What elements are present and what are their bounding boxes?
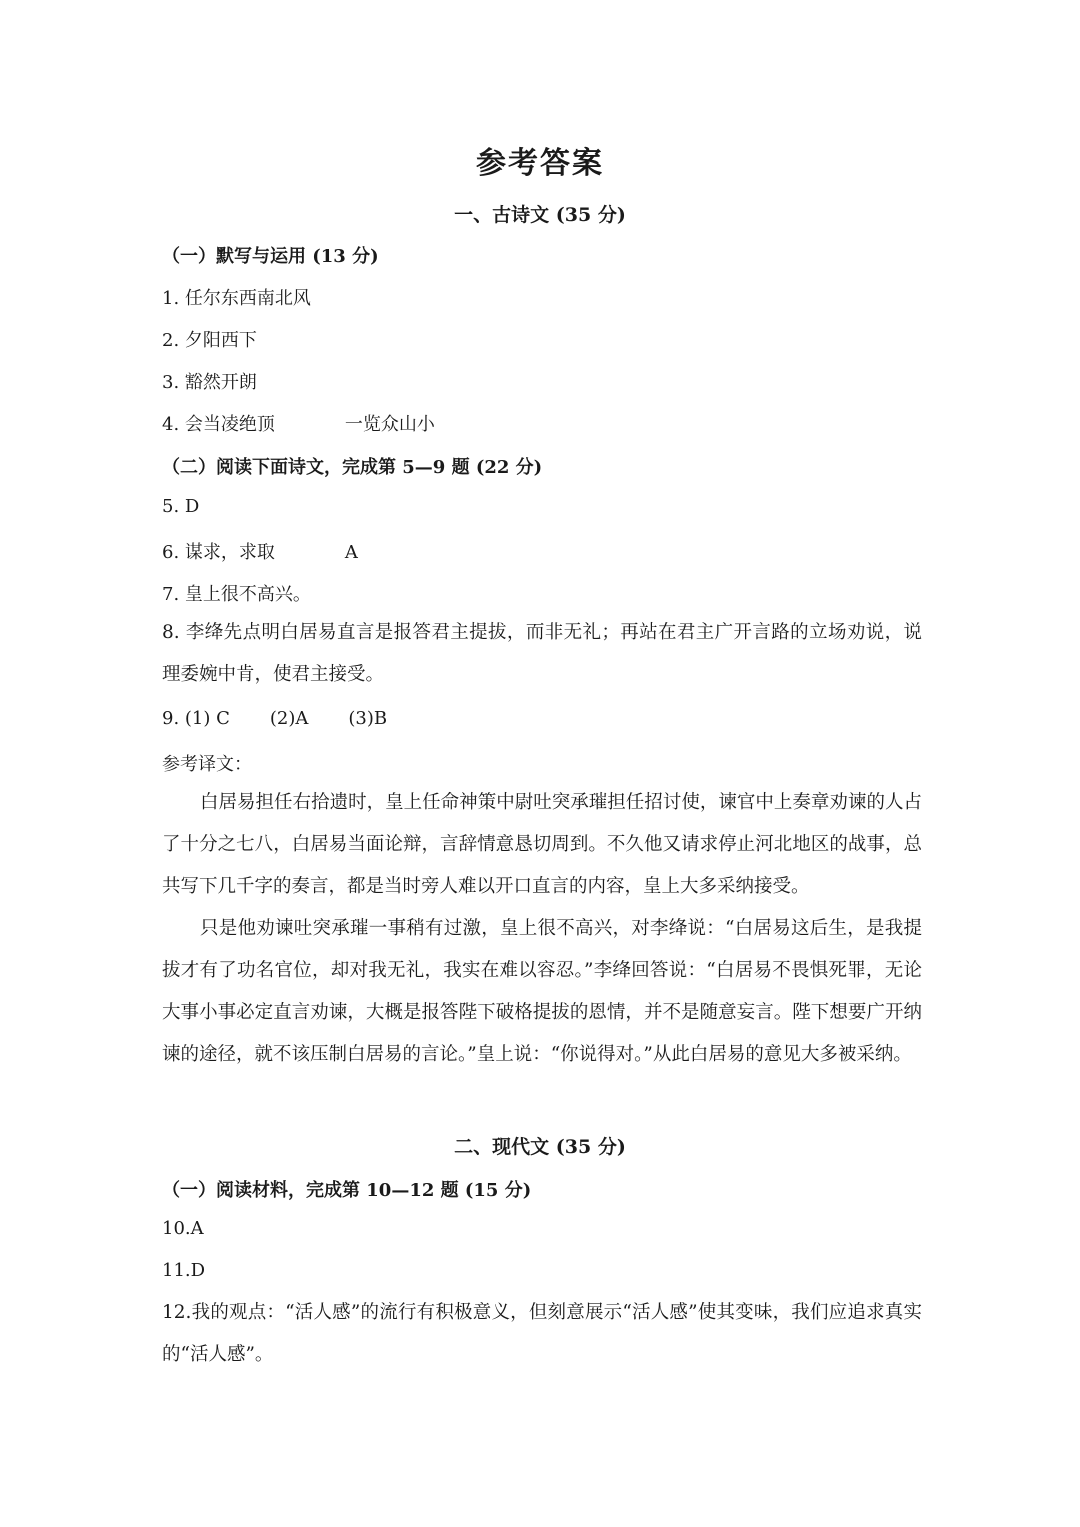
answer-10: 10.A [162, 1218, 204, 1239]
answer-3: 3. 豁然开朗 [162, 372, 257, 393]
answer-8: 8. 李绛先点明白居易直言是报答君主提拔，而非无礼；再站在君主广开言路的立场劝说，说理委婉中肯，使君主接受。 [162, 622, 922, 685]
answer-9-part3: (3)B [348, 708, 388, 729]
section2-heading: 二、现代文 (35 分) [454, 1136, 626, 1158]
part1-heading: （一）默写与运用 (13 分) [162, 246, 379, 267]
answer-6-left: 6. 谋求，求取 [162, 542, 275, 563]
translation-paragraph-2: 只是他劝谏吐突承璀一事稍有过激，皇上很不高兴，对李绛说：“白居易这后生，是我提拔才有了功名官位，却对我无礼，我实在难以容忍。”李绛回答说：“白居易不畏惧死罪，无论大事小事必定直言劝谏，大概是报答陛下破格提拔的恩情，并不是随意妄言。陛下想要广开纳谏的途径，就不该压制白居易的言论。”皇上说：“你说得对。”从此白居易的意见大多被采纳。 [162, 918, 922, 1065]
answer-1: 1. 任尔东西南北风 [162, 288, 311, 309]
answer-6-right: A [344, 542, 358, 563]
page-title: 参考答案 [476, 146, 604, 181]
answer-9-part1: 9. (1) C [162, 708, 230, 729]
answer-12: 12.我的观点：“活人感”的流行有积极意义，但刻意展示“活人感”使其变味，我们应追求真实的“活人感”。 [162, 1302, 922, 1365]
answer-2: 2. 夕阳西下 [162, 330, 257, 351]
answer-7: 7. 皇上很不高兴。 [162, 584, 311, 605]
part2-heading: （二）阅读下面诗文，完成第 5—9 题 (22 分) [162, 457, 543, 478]
answer-6 [162, 538, 358, 564]
answer-9 [162, 708, 387, 729]
answer-4-left: 4. 会当凌绝顶 [162, 414, 275, 435]
section1-heading: 一、古诗文 (35 分) [454, 204, 626, 226]
section2-part1-heading: （一）阅读材料，完成第 10—12 题 (15 分) [162, 1180, 532, 1201]
answer-11: 11.D [162, 1260, 206, 1281]
translation-paragraph-1: 白居易担任右拾遗时，皇上任命神策中尉吐突承璀担任招讨使，谏官中上奏章劝谏的人占了十分之七八，白居易当面论辩，言辞情意恳切周到。不久他又请求停止河北地区的战事，总共写下几千字的奏言，都是当时旁人难以开口直言的内容，皇上大多采纳接受。 [162, 792, 922, 897]
answer-5: 5. D [162, 496, 200, 517]
answer-4 [162, 410, 435, 436]
translation-label: 参考译文： [162, 754, 252, 775]
answer-4-right: 一览众山小 [344, 414, 435, 435]
answer-9-part2: (2)A [269, 708, 309, 729]
